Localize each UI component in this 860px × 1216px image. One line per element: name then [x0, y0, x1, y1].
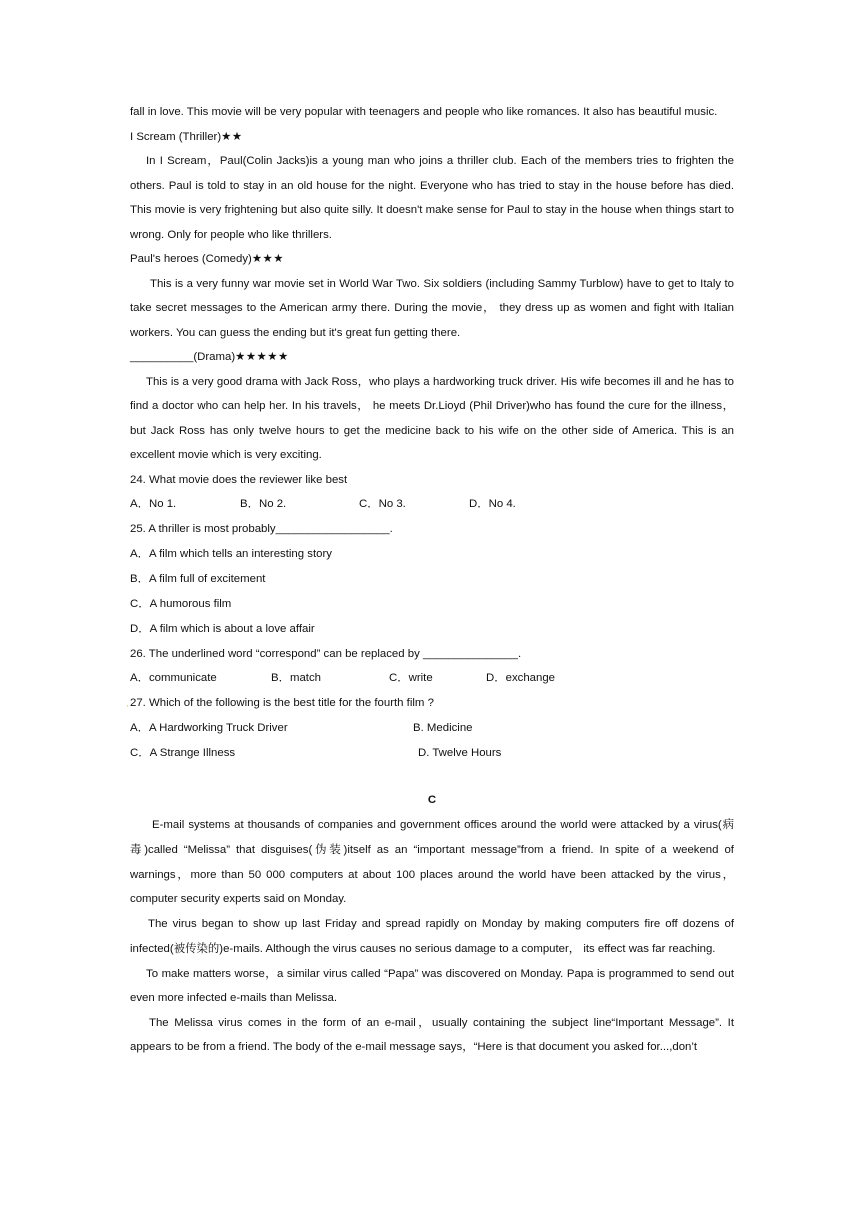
option-b: B. Medicine: [413, 721, 473, 734]
text-run: )e-mails. Although the virus causes no serious damage to a computer， its effect was far reaching.: [219, 943, 716, 955]
question-26-options: [130, 666, 734, 691]
chinese-gloss: 病毒: [130, 816, 734, 856]
option-a: A．A Hardworking Truck Driver: [130, 721, 288, 734]
film-title: I Scream (Thriller): [130, 130, 222, 143]
question-25-option-d: D．A film which is about a love affair: [130, 622, 315, 635]
question-26-stem: 26. The underlined word “correspond” can be replaced by _______________.: [130, 647, 522, 660]
option-d: D．exchange: [486, 672, 556, 684]
option-c: C．No 3.: [359, 498, 406, 510]
option-a: A．communicate: [130, 672, 217, 684]
option-d: D．No 4.: [469, 498, 516, 510]
page-content: [127, 100, 734, 1060]
option-b: B．No 2.: [240, 498, 287, 510]
question-27-text: 27. Which of the following is the best title for the fourth film ?: [130, 697, 434, 709]
star-rating: ★★★★★: [235, 351, 289, 363]
question-27-options-row-2: [130, 741, 734, 766]
question-24-stem: 24. What movie does the reviewer like best: [130, 473, 348, 486]
chinese-gloss: 被传染的: [173, 941, 220, 955]
question-25-option-c: C．A humorous film: [130, 597, 232, 610]
option-c: C．write: [389, 672, 433, 684]
passage-c-paragraph-1: [130, 812, 734, 912]
option-b: B．match: [271, 672, 322, 684]
film-heading-1: [130, 125, 734, 150]
film-heading-4: [130, 345, 734, 370]
passage-c-paragraph-2: [130, 912, 734, 962]
film-heading-2: [130, 247, 734, 272]
option-d: D. Twelve Hours: [418, 746, 502, 759]
star-rating: ★★★: [251, 253, 284, 265]
section-label-c: C: [427, 793, 437, 806]
chinese-gloss: 伪装: [312, 842, 344, 856]
passage-c-paragraph-4: The Melissa virus comes in the form of an e-mail，usually containing the subject line“Important Message”. It appears to be from a friend. The body of the e-mail message says，“Here is that document you asked for...,don’t: [130, 1016, 734, 1053]
text-run: The virus began to show up last Friday and spread rapidly on Monday by making computers fire off dozens of infected(: [130, 917, 734, 955]
text-run: E-mail systems at thousands of companies and government offices around the world were attacked by a virus(: [152, 818, 722, 831]
film-title-blank: __________(Drama): [130, 351, 236, 363]
question-24-options: [130, 492, 734, 517]
passage-c-paragraph-3: To make matters worse，a similar virus called “Papa” was discovered on Monday. Papa is programmed to send out even more infected e-mails than Melissa.: [130, 967, 734, 1004]
option-c: C．A Strange Illness: [130, 746, 236, 759]
question-27-options-row-1: [130, 716, 734, 741]
question-25-option-a: A．A film which tells an interesting story: [130, 547, 332, 560]
film-review-2: This is a very funny war movie set in World War Two. Six soldiers (including Sammy Turblow) have to get to Italy to take secret messages to the American army there. During the movie， they dress up as women and fight with Italian workers. You can guess the ending but it's great fun getting there.: [130, 277, 734, 339]
question-25-option-b: B．A film full of excitement: [130, 572, 266, 585]
question-27-stem: [127, 691, 734, 716]
film-review-4: This is a very good drama with Jack Ross，who plays a hardworking truck driver. His wife becomes ill and he has to find a doctor who can help her. In his travels， he meets Dr.Lioyd (Phil Driver)who has found the cure for the illness，but Jack Ross has only twelve hours to get the medicine back to his wife on the other side of America. This is an excellent movie which is very exciting.: [130, 375, 734, 461]
film-title: Paul's heroes (Comedy): [130, 253, 252, 265]
star-rating: ★★: [221, 130, 243, 143]
option-a: A．No 1.: [130, 498, 177, 510]
paragraph-continued: fall in love. This movie will be very popular with teenagers and people who like romances. It also has beautiful music.: [130, 106, 718, 118]
question-25-stem: 25. A thriller is most probably__________________.: [130, 523, 393, 535]
text-run: )called “Melissa” that disguises(: [144, 844, 313, 856]
text-run: )itself as an “important message”from a friend. In spite of a weekend of warnings，more than 50 000 computers at about 100 places around the world have been attacked by the virus，computer security experts said on Monday.: [130, 844, 734, 905]
film-review-1: In I Scream，Paul(Colin Jacks)is a young man who joins a thriller club. Each of the members tries to frighten the others. Paul is told to stay in an old house for the night. Everyone who has tried to stay in the house before has died. This movie is very frightening but also quite silly. It doesn't make sense for Paul to stay in the house when things start to wrong. Only for people who like thrillers.: [130, 155, 734, 241]
stray-mark-icon: ': [127, 704, 129, 713]
